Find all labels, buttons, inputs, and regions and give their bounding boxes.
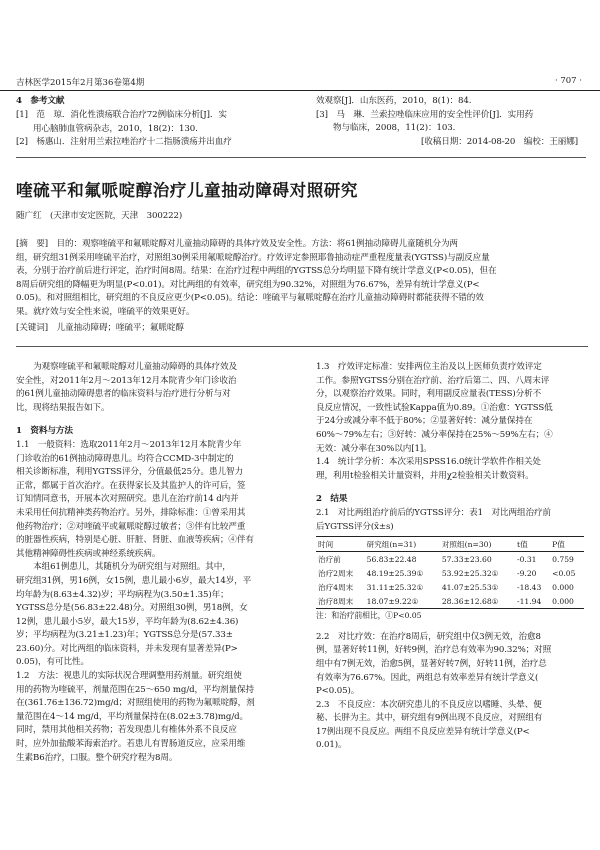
references-left (16, 109, 284, 150)
ygtss-table (316, 536, 584, 609)
right-column (316, 361, 584, 753)
references-heading: 4 参考文献 (16, 96, 65, 106)
body-line: 例，显著好转11例，好转9例，治疗总有效率为90.32%；对照 (316, 645, 552, 656)
intro-line: 比，现将结果报告如下。 (16, 402, 110, 413)
body-line: 他药物治疗；②对喹硫平或氟哌啶醇过敏者；③伴有比较严重 (16, 521, 246, 532)
body-line: 秘、长胖为主。其中，研究组有9例出现不良反应，对照组有 (316, 713, 543, 724)
table-header-row (316, 537, 584, 552)
reference-line: [1] 范 琼．消化性溃疡联合治疗72例临床分析[J]．实 (16, 110, 227, 120)
body-line: 工作。参照YGTSS分别在治疗前、治疗后第二、四、八周末评 (316, 375, 550, 386)
body-line: P<0.05)。 (316, 686, 360, 697)
body-line: 门诊收治的61例抽动障碍患儿。均符合CCMD-3中制定的 (16, 453, 234, 464)
section-heading: 2 结果 (316, 494, 348, 505)
table-cell: 0.000 (552, 582, 574, 592)
abstract-line: 8周后研究组的降幅更为明显(P<0.01)。对比两组的有效率，研究组为90.32%，对照组为76.67%，差异有统计学意义(P< (16, 279, 480, 290)
abstract-line: 果。就疗效与安全性来说，喹硫平的效果更好。 (16, 306, 195, 317)
body-line: YGTSS总分是(56.83±22.48)分。对照组30例，男18例，女 (16, 603, 248, 614)
body-line: 1.1 一般资料：选取2011年2月～2013年12月本院青少年 (16, 439, 242, 450)
table-cell: 治疗2周末 (318, 568, 354, 578)
body-line: 无效：减分率在30%以内[1]。 (316, 443, 432, 454)
keywords: [关键词] 儿童抽动障碍；喹硫平；氟哌啶醇 (16, 322, 184, 333)
section-heading: 1 资料与方法 (16, 426, 73, 437)
body-line: 2.2 对比疗效：在治疗8周后，研究组中仅3例无效，治愈8 (316, 631, 541, 642)
table-header: 时间 (318, 539, 334, 549)
reference-line: 物与临床，2008，11(2)：103. (316, 123, 456, 134)
body-line: 研究组31例，男16例，女15例，患儿最小6岁，最大14岁，平 (16, 575, 252, 586)
table-cell: -0.31 (517, 554, 537, 564)
body-line: 生素B6治疗，口服。整个研究疗程为8周。 (16, 752, 178, 763)
journal-header: 吉林医学2015年2月第36卷第4期 (16, 78, 145, 88)
table-header: P值 (552, 539, 565, 549)
table-row (316, 552, 584, 567)
article-title: 喹硫平和氟哌啶醇治疗儿童抽动障碍对照研究 (16, 181, 358, 200)
abstract-line: [摘 要] 目的：观察喹硫平和氟哌啶醇对儿童抽动障碍的具体疗效及安全性。方法：将61例抽动障碍儿童随机分为两 (16, 239, 458, 249)
body-line: 分，以观察治疗效果。同时，利用副反应量表(TESS)分析不 (316, 389, 542, 400)
reference-line: [3] 马 琳．兰索拉唑临床应用的安全性评价[J]．实用药 (316, 109, 534, 120)
abstract-divider (16, 346, 588, 347)
table-cell: 53.92±25.32① (441, 568, 499, 578)
abstract-line: 组，研究组31例采用喹硫平治疗，对照组30例采用氟哌啶醇治疗。疗效评定参照耶鲁抽动症严重程度量表(YGTSS)与副反应量 (16, 252, 490, 263)
intro-line: 为观察喹硫平和氟哌啶醇对儿童抽动障碍的具体疗效及 (33, 362, 238, 372)
body-line: 60%～79%左右；③好转：减分率保持在25%～59%左右；④ (316, 429, 553, 440)
reference-line: 效观察[J]．山东医药，2010，8(1)：84. (316, 96, 472, 106)
body-line: 同时，禁用其他相关药物；若发现患儿有椎体外系不良反应 (16, 725, 237, 736)
table-row (316, 580, 584, 594)
received-date: [收稿日期：2014-08-20 编校：王丽娜] (421, 136, 578, 147)
table-caption: 2.1 对比两组治疗前后的YGTSS评分：表1 对比两组治疗前 (316, 507, 551, 518)
body-line: 其他精神障碍性疾病或神经系统疾病。 (16, 548, 161, 559)
abstract-line: 表，分别于治疗前后进行评定，治疗时间8周。结果：在治疗过程中两组的YGTSS总分均明显下降有统计学意义(P<0.05)，但在 (16, 266, 497, 277)
table-cell: 41.07±25.53① (441, 582, 499, 592)
body-line: 组中有7例无效，治愈5例，显著好转7例，好转11例，治疗总 (316, 658, 547, 669)
header-rule (0, 90, 600, 91)
abstract-line: 0.05)。和对照组相比，研究组的不良反应更少(P<0.05)。结论：喹硫平与氟哌啶醇在治疗儿童抽动障碍时都能获得不错的效 (16, 293, 484, 304)
body-line: 相关诊断标准，利用YGTSS评分，分值最低25分。患儿智力 (16, 467, 243, 478)
table-row (316, 594, 584, 609)
table-cell: 57.33±23.60 (441, 554, 492, 564)
intro-line: 安全性，对2011年2月～2013年12月本院青少年门诊收治 (16, 375, 237, 386)
table-cell: -9.20 (517, 568, 537, 578)
left-column (16, 361, 284, 765)
table-cell: <0.05 (552, 568, 576, 578)
body-line: 于24分或减分率不低于80%；②显著好转：减分量保持在 (316, 416, 533, 427)
body-line: 未采用任何抗精神类药物治疗。另外，排除标准：①曾采用其 (16, 507, 246, 518)
body-line: 订知情同意书，开展本次对照研究。患儿在治疗前14 d内并 (16, 494, 239, 505)
body-line: 在(361.76±136.72)mg/d；对照组使用的药物为氟哌啶醇，剂 (16, 698, 255, 709)
abstract (16, 238, 588, 335)
author-line: 随广红 (天津市安定医院，天津 300222) (16, 211, 183, 221)
table-cell: 0.000 (552, 596, 574, 606)
body-line: 有效率为76.67%。因此，两组总有效率差异有统计学意义( (316, 672, 539, 683)
body-line: 良反应情况，一致性试验Kappa值为0.89。①治愈：YGTSS低 (316, 402, 553, 413)
table-cell: 0.759 (552, 554, 574, 564)
body-line: 1.2 方法：视患儿的实际状况合理调整用药剂量。研究组使 (16, 671, 242, 682)
reference-line: [2] 杨惠山．注射用兰索拉唑治疗十二指肠溃疡并出血疗 (16, 137, 232, 148)
table-header: t值 (517, 539, 528, 549)
body-line: 1.4 统计学分析：本次采用SPSS16.0统计学软件作相关处 (316, 457, 541, 468)
body-line: 时，应外加盐酸苯海索治疗。若患儿有胃肠道反应，应采用维 (16, 739, 246, 750)
table-cell: 治疗8周末 (318, 596, 354, 606)
references-right (316, 95, 584, 149)
body-line: 正常，都属于首次治疗。在获得家长及其监护人的许可后，签 (16, 480, 246, 491)
body-line: 本组61例患儿，其随机分为研究组与对照组。其中， (33, 562, 231, 573)
body-line: 0.01)。 (316, 740, 347, 751)
body-line: 17例出现不良反应。两组不良反应差异有统计学意义(P< (316, 726, 530, 737)
body-line: 0.05)，有可比性。 (16, 657, 89, 668)
body-line: 23.60)分。对比两组的临床资料，并未发现有显著差异(P> (16, 643, 238, 654)
body-line: 2.3 不良反应：本次研究患儿的不良反应以嗜睡、头晕、便 (316, 699, 542, 710)
table-cell: 治疗4周末 (318, 582, 354, 592)
table-cell: -11.94 (517, 596, 542, 606)
body-line: 用的药物为喹硫平，剂量范围在25～650 mg/d，平均剂量保持 (16, 684, 254, 695)
table-caption: 后YGTSS评分(x̄±s) (316, 521, 394, 532)
section-divider (16, 157, 586, 158)
table-note: 注：和治疗前相比，①P<0.05 (316, 611, 422, 621)
table-header: 研究组(n=31) (366, 539, 417, 549)
table-header: 对照组(n=30) (441, 539, 492, 549)
intro-line: 的61例儿童抽动障碍患者的临床资料与治疗进行分析与对 (16, 389, 231, 400)
body-line: 12例，患儿最小5岁，最大15岁，平均年龄为(8.62±4.36) (16, 616, 239, 627)
table-cell: 31.11±25.32① (366, 582, 424, 592)
table-cell: 治疗前 (318, 554, 341, 564)
body-line: 量范围在4～14 mg/d，平均剂量保持在(8.02±3.78)mg/d。 (16, 711, 249, 722)
body-line: 岁；平均病程为(3.21±1.23)年；YGTSS总分是(57.33± (16, 630, 233, 641)
table-cell: -18.43 (517, 582, 542, 592)
body-line: 1.3 疗效评定标准：安排两位主治及以上医师负责疗效评定 (316, 362, 542, 372)
table-cell: 48.19±25.39① (366, 568, 424, 578)
table-cell: 28.36±12.68① (441, 596, 499, 606)
page-number: · 707 · (554, 76, 582, 86)
table-cell: 56.83±22.48 (366, 554, 417, 564)
reference-line: 用心脑肺血管病杂志，2010，18(2)：130. (16, 123, 198, 134)
table-row (316, 566, 584, 580)
body-line: 理，利用t检验相关计量资料，并用χ2检验相关计数资料。 (316, 470, 534, 481)
body-line: 均年龄为(8.63±4.32)岁；平均病程为(3.50±1.35)年； (16, 589, 229, 600)
table-cell: 18.07±9.22① (366, 596, 419, 606)
body-line: 的脏器性疾病，特别是心脏、肝脏、肾脏、血液等疾病；④伴有 (16, 535, 254, 546)
